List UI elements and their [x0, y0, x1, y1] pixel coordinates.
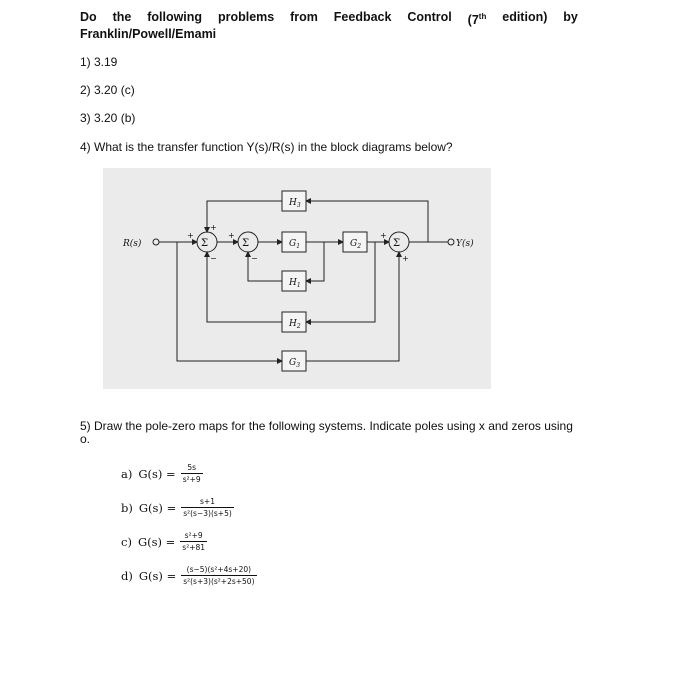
fraction — [180, 531, 207, 552]
sum2-symbol: Σ — [242, 238, 250, 249]
sign-sum2-in: + — [228, 231, 235, 240]
denominator: s²+9 — [182, 475, 201, 484]
header-word: Feedback — [333, 10, 392, 24]
g2-label: $G_2$ — [350, 239, 362, 250]
sign-sum1-bottom: − — [210, 254, 217, 263]
equation-lhs: G(s) = — [138, 568, 177, 583]
h3-label: $H_3$ — [289, 198, 301, 209]
fraction — [181, 497, 234, 518]
equation-lhs: G(s) = — [138, 466, 176, 481]
header-word: Do — [80, 10, 97, 24]
equation-label: b) — [121, 500, 133, 515]
output-label: Y(s) — [456, 239, 474, 249]
problem-5: 5) Draw the pole-zero maps for the following systems. Indicate poles using x and zeros using o. — [80, 419, 573, 446]
equation-d — [121, 565, 257, 586]
problem-1: 1) 3.19 — [80, 55, 118, 69]
assignment-header — [80, 10, 580, 41]
sign-sum1-in: + — [187, 231, 194, 240]
block-diagram — [103, 168, 491, 389]
header-word: following — [147, 10, 203, 24]
equation-b — [121, 497, 234, 518]
equation-label: a) — [121, 466, 133, 481]
header-word: the — [112, 10, 132, 24]
numerator: (s−5)(s²+4s+20) — [186, 565, 252, 574]
numerator: 5s — [187, 463, 197, 472]
sign-sum3-bottom: + — [402, 254, 409, 263]
input-label: R(s) — [123, 239, 142, 249]
equation-lhs: G(s) = — [137, 534, 176, 549]
equation-a — [121, 463, 203, 484]
problem-2: 2) 3.20 (c) — [80, 83, 135, 97]
numerator: s+1 — [200, 497, 215, 506]
header-word: from — [290, 10, 318, 24]
equation-label: c) — [121, 534, 132, 549]
denominator: s²(s−3)(s+5) — [183, 509, 232, 518]
equation-lhs: G(s) = — [138, 500, 177, 515]
h2-label: $H_2$ — [289, 319, 301, 330]
denominator: s²+81 — [182, 543, 206, 552]
header-word: by — [563, 10, 578, 24]
output-terminal — [448, 239, 454, 245]
sum3-symbol: Σ — [393, 238, 401, 249]
numerator: s²+9 — [184, 531, 203, 540]
h1-label: $H_1$ — [289, 278, 301, 289]
sign-sum1-top: + — [210, 223, 217, 232]
g3-label: $G_3$ — [289, 358, 301, 369]
header-word: problems — [217, 10, 275, 24]
g1-label: $G_1$ — [289, 239, 301, 250]
block-diagram-svg — [103, 168, 491, 389]
denominator: s²(s+3)(s²+2s+50) — [183, 577, 255, 586]
edition-superscript: th — [478, 12, 487, 21]
fraction — [181, 463, 203, 484]
input-terminal — [153, 239, 159, 245]
sign-sum3-in: + — [380, 231, 387, 240]
sign-sum2-bottom: − — [251, 254, 258, 263]
equation-label: d) — [121, 568, 133, 583]
problem-3: 3) 3.20 (b) — [80, 111, 136, 125]
equation-c — [121, 531, 207, 552]
header-word-edition-number: (7th — [467, 12, 487, 28]
fraction — [181, 565, 256, 586]
sum1-symbol: Σ — [201, 238, 209, 249]
header-word: Control — [407, 10, 452, 24]
problem-4: 4) What is the transfer function Y(s)/R(s) in the block diagrams below? — [80, 140, 453, 154]
header-authors: Franklin/Powell/Emami — [80, 27, 217, 42]
header-word: edition) — [502, 10, 548, 24]
